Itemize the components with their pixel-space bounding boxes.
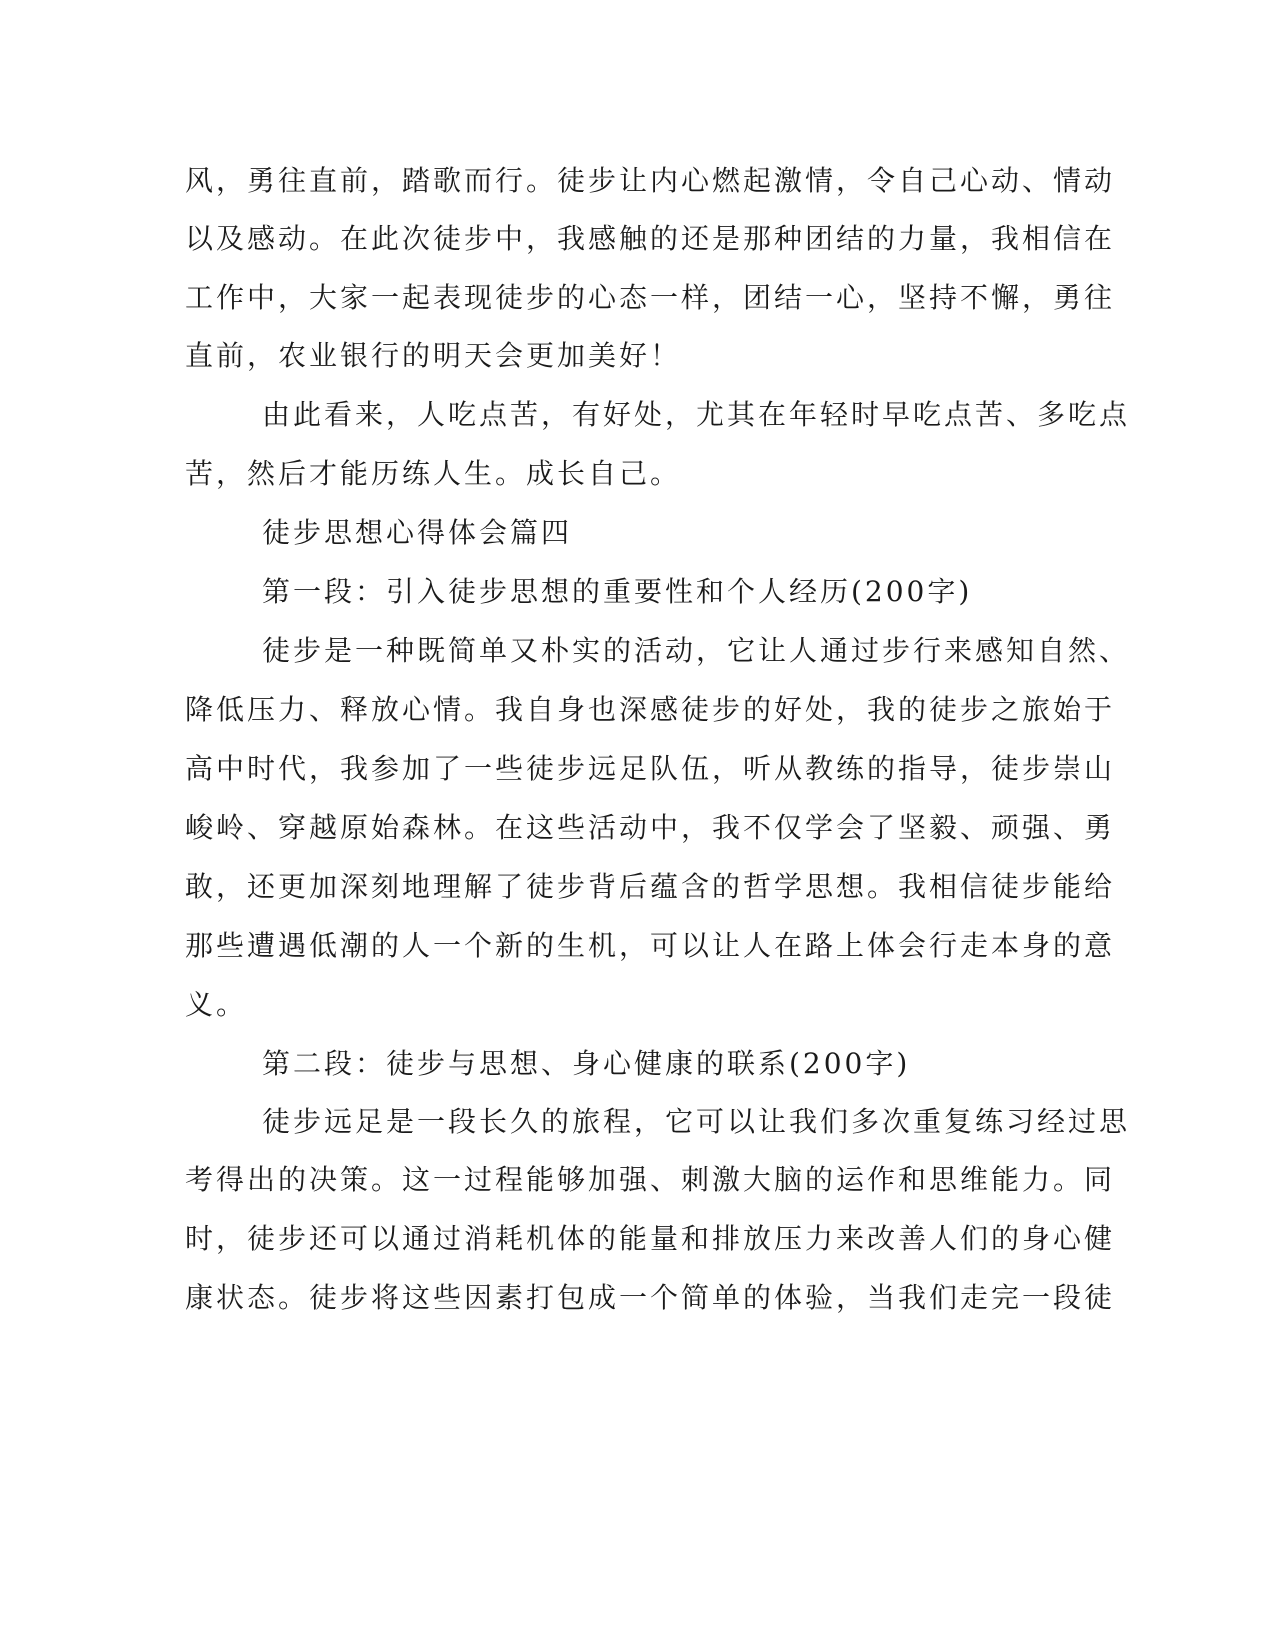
text-line: 时，徒步还可以通过消耗机体的能量和排放压力来改善人们的身心健 — [185, 1222, 1116, 1255]
text-line: 苦，然后才能历练人生。成长自己。 — [185, 457, 682, 490]
paragraph-heading: 第一段：引入徒步思想的重要性和个人经历(200字) — [262, 575, 973, 608]
text-line: 义。 — [185, 988, 248, 1021]
section-heading: 徒步思想心得体会篇四 — [262, 516, 573, 549]
text-line: 考得出的决策。这一过程能够加强、刺激大脑的运作和思维能力。同 — [185, 1163, 1116, 1196]
text-line: 降低压力、释放心情。我自身也深感徒步的好处，我的徒步之旅始于 — [185, 693, 1116, 726]
text-line: 徒步是一种既简单又朴实的活动，它让人通过步行来感知自然、 — [262, 634, 1131, 667]
text-line: 康状态。徒步将这些因素打包成一个简单的体验，当我们走完一段徒 — [185, 1281, 1116, 1314]
text-line: 敢，还更加深刻地理解了徒步背后蕴含的哲学思想。我相信徒步能给 — [185, 870, 1116, 903]
paragraph-heading: 第二段：徒步与思想、身心健康的联系(200字) — [262, 1047, 911, 1080]
text-line: 风，勇往直前，踏歌而行。徒步让内心燃起激情，令自己心动、情动 — [185, 164, 1116, 197]
text-line: 以及感动。在此次徒步中，我感触的还是那种团结的力量，我相信在 — [185, 222, 1116, 255]
text-line: 由此看来，人吃点苦，有好处，尤其在年轻时早吃点苦、多吃点 — [262, 398, 1131, 431]
text-line: 工作中，大家一起表现徒步的心态一样，团结一心，坚持不懈，勇往 — [185, 281, 1116, 314]
text-line: 直前，农业银行的明天会更加美好！ — [185, 339, 682, 372]
text-line: 那些遭遇低潮的人一个新的生机，可以让人在路上体会行走本身的意 — [185, 929, 1116, 962]
text-line: 徒步远足是一段长久的旅程，它可以让我们多次重复练习经过思 — [262, 1105, 1131, 1138]
text-line: 高中时代，我参加了一些徒步远足队伍，听从教练的指导，徒步崇山 — [185, 752, 1116, 785]
text-line: 峻岭、穿越原始森林。在这些活动中，我不仅学会了坚毅、顽强、勇 — [185, 811, 1116, 844]
